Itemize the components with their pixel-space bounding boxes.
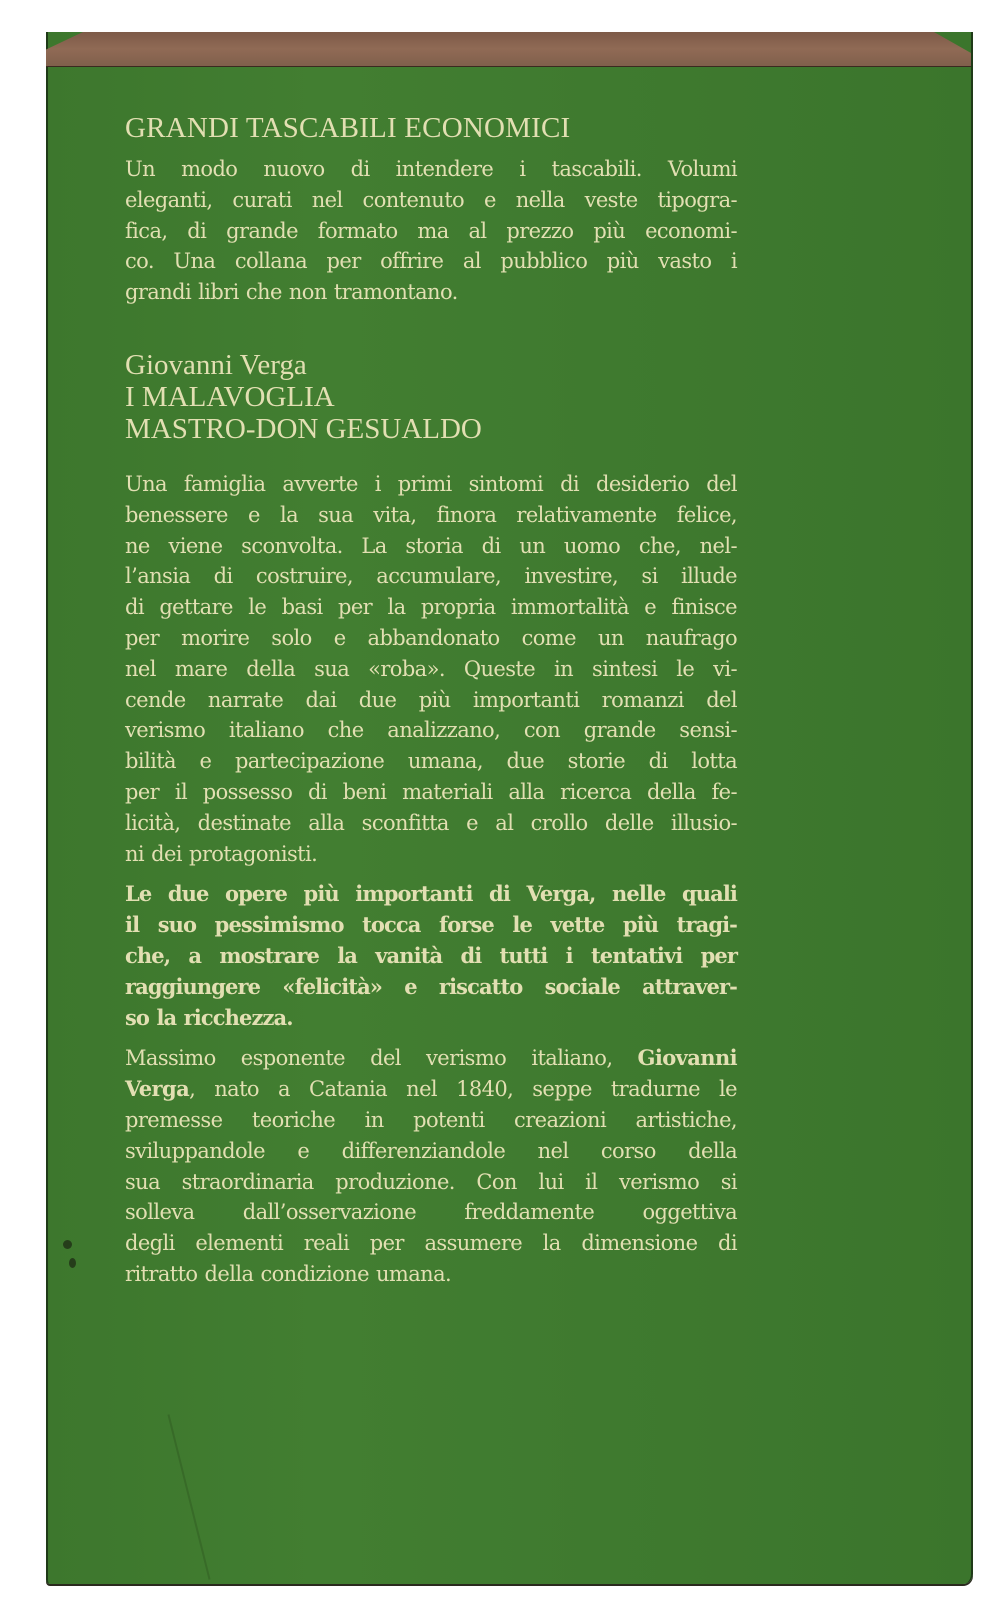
text-line: per morire solo e abbandonato come un naufrago [125, 625, 737, 650]
text-line: sua straordinaria produzione. Con lui il verismo si [125, 1169, 737, 1194]
text-line: sviluppandole e differenziandole nel corso della [125, 1138, 737, 1163]
text-line: degli elementi reali per assumere la dimensione di [125, 1231, 737, 1256]
text-line: che, a mostrare la vanità di tutti i tentativi per [125, 942, 737, 968]
text-line: raggiungere «felicità» e riscatto sociale attraver- [125, 973, 737, 999]
text-line: co. Una collana per offrire al pubblico più vasto i [125, 249, 737, 274]
text-line: di gettare le basi per la propria immortalità e finisce [125, 595, 737, 620]
cover-top-band [46, 32, 971, 67]
book-heading [125, 349, 737, 445]
text-line: ne viene sconvolta. La storia di un uomo che, nel- [125, 533, 737, 558]
text-line: ni dei protagonisti. [125, 841, 318, 866]
book-title-2: MASTRO-DON GESUALDO [125, 412, 482, 445]
text-line: cende narrate dai due più importanti romanzi del [125, 687, 737, 712]
text-line: Una famiglia avverte i primi sintomi di desiderio del [125, 471, 737, 496]
series-description [125, 154, 737, 308]
author-bio [125, 1043, 737, 1289]
cover-text [125, 110, 737, 1290]
text-line: per il possesso di beni materiali alla ricerca della fe- [125, 779, 737, 804]
book-title-1: I MALAVOGLIA [125, 380, 335, 413]
text-line: verismo italiano che analizzano, con grande sensi- [125, 718, 737, 743]
text-line: bilità e partecipazione umana, due storie di lotta [125, 749, 737, 774]
series-title: GRANDI TASCABILI ECONOMICI [125, 112, 571, 144]
text-line: fica, di grande formato ma al prezzo più economi- [125, 218, 737, 243]
text-line [125, 1074, 737, 1105]
text-line: premesse teoriche in potenti creazioni artistiche, [125, 1107, 737, 1132]
text-line: l’ansia di costruire, accumulare, investire, si illude [125, 564, 737, 589]
text-line: eleganti, curati nel contenuto e nella veste tipogra- [125, 187, 737, 212]
bio-author-first-name: Giovanni [637, 1045, 737, 1071]
text-line: grandi libri che non tramontano. [125, 280, 458, 305]
text-line: Le due opere più importanti di Verga, nelle quali [125, 881, 737, 907]
text-line: so la ricchezza. [125, 1004, 293, 1030]
text-line: solleva dall’osservazione freddamente oggettiva [125, 1200, 737, 1225]
bio-text: , nato a Catania nel 1840, seppe tradurne le [189, 1077, 737, 1102]
text-line: licità, destinate alla sconfitta e al crollo delle illusio- [125, 810, 737, 835]
text-line: ritratto della condizione umana. [125, 1261, 452, 1286]
bio-text: Massimo esponente del verismo italiano, [125, 1046, 638, 1071]
text-line: il suo pessimismo tocca forse le vette più tragi- [125, 912, 737, 938]
stain-mark [69, 1258, 76, 1268]
bio-author-last-name: Verga [125, 1076, 190, 1102]
stain-mark [63, 1240, 72, 1249]
text-line: nel mare della sua «roba». Queste in sintesi le vi- [125, 656, 737, 681]
text-line: Un modo nuovo di intendere i tascabili. Volumi [125, 157, 737, 181]
text-line [125, 1043, 737, 1074]
author-name: Giovanni Verga [125, 348, 307, 381]
highlight-paragraph [125, 879, 737, 1033]
text-line: benessere e la sua vita, finora relativamente felice, [125, 502, 737, 527]
synopsis [125, 469, 737, 869]
